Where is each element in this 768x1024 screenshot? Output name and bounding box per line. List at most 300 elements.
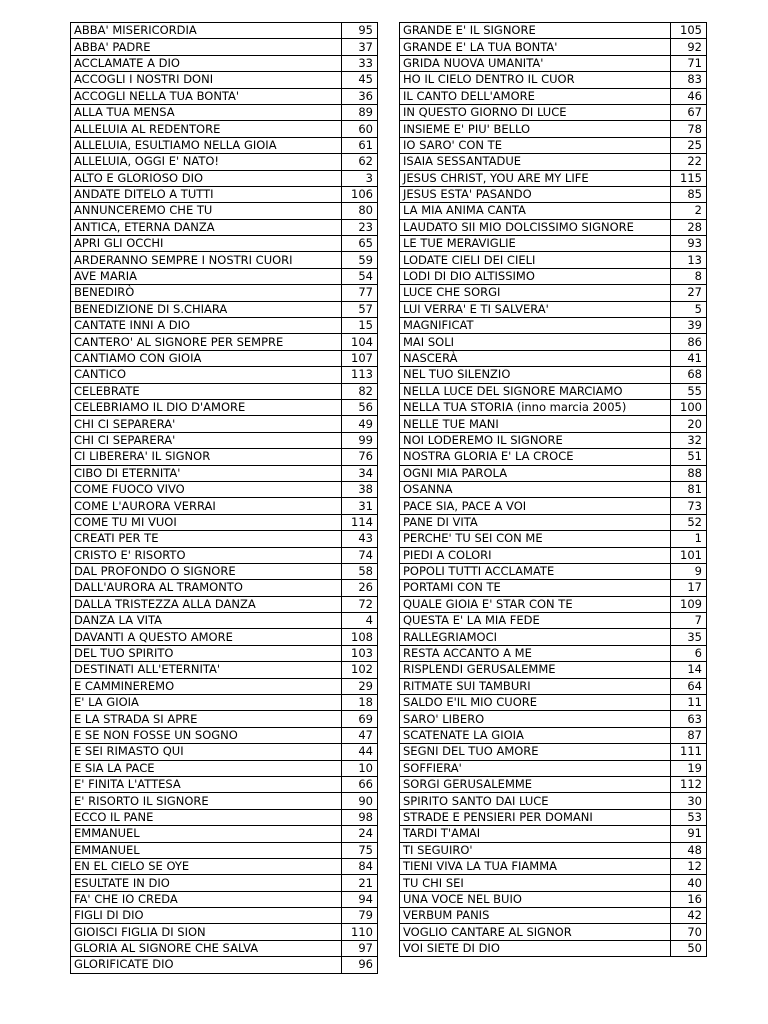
song-number: 101 <box>671 547 707 563</box>
song-row <box>71 334 378 350</box>
song-title: DALLA TRISTEZZA ALLA DANZA <box>71 596 342 612</box>
song-number: 100 <box>671 399 707 415</box>
song-number: 99 <box>342 432 378 448</box>
song-row <box>400 678 707 694</box>
song-number: 94 <box>342 891 378 907</box>
song-row <box>400 88 707 104</box>
song-number: 2 <box>671 203 707 219</box>
song-number: 7 <box>671 613 707 629</box>
song-row <box>71 891 378 907</box>
song-row <box>400 170 707 186</box>
song-number: 115 <box>671 170 707 186</box>
song-number: 81 <box>671 481 707 497</box>
song-row <box>71 236 378 252</box>
song-title: DEL TUO SPIRITO <box>71 645 342 661</box>
song-title: DALL'AURORA AL TRAMONTO <box>71 580 342 596</box>
song-title: CANTERO' AL SIGNORE PER SEMPRE <box>71 334 342 350</box>
song-row <box>71 137 378 153</box>
song-row <box>71 858 378 874</box>
song-row <box>71 170 378 186</box>
song-row <box>71 793 378 809</box>
song-title: NELLA TUA STORIA (inno marcia 2005) <box>400 399 671 415</box>
song-row <box>400 695 707 711</box>
song-row <box>400 268 707 284</box>
song-row <box>71 498 378 514</box>
song-row <box>71 842 378 858</box>
song-number: 77 <box>342 285 378 301</box>
song-row <box>71 645 378 661</box>
song-row <box>400 498 707 514</box>
song-title: UNA VOCE NEL BUIO <box>400 891 671 907</box>
song-row <box>71 39 378 55</box>
song-number: 88 <box>671 465 707 481</box>
song-row <box>400 596 707 612</box>
song-title: GRANDE E' IL SIGNORE <box>400 23 671 39</box>
song-row <box>71 367 378 383</box>
song-number: 82 <box>342 383 378 399</box>
song-number: 107 <box>342 350 378 366</box>
song-title: E' RISORTO IL SIGNORE <box>71 793 342 809</box>
song-row <box>71 186 378 202</box>
song-row <box>400 481 707 497</box>
song-row <box>400 465 707 481</box>
song-index-body-left <box>71 23 378 974</box>
song-title: RISPLENDI GERUSALEMME <box>400 662 671 678</box>
song-number: 1 <box>671 531 707 547</box>
song-number: 37 <box>342 39 378 55</box>
song-title: CELEBRIAMO IL DIO D'AMORE <box>71 399 342 415</box>
song-title: LODI DI DIO ALTISSIMO <box>400 268 671 284</box>
song-row <box>71 776 378 792</box>
song-number: 109 <box>671 596 707 612</box>
song-number: 111 <box>671 744 707 760</box>
song-number: 48 <box>671 842 707 858</box>
song-number: 29 <box>342 678 378 694</box>
song-number: 34 <box>342 465 378 481</box>
song-number: 31 <box>342 498 378 514</box>
song-row <box>400 875 707 891</box>
song-title: LODATE CIELI DEI CIELI <box>400 252 671 268</box>
song-title: CREATI PER TE <box>71 531 342 547</box>
song-title: EMMANUEL <box>71 826 342 842</box>
song-number: 57 <box>342 301 378 317</box>
song-number: 16 <box>671 891 707 907</box>
song-number: 4 <box>342 613 378 629</box>
song-title: ALLELUIA AL REDENTORE <box>71 121 342 137</box>
song-number: 96 <box>342 957 378 973</box>
song-number: 73 <box>671 498 707 514</box>
song-row <box>400 645 707 661</box>
song-number: 13 <box>671 252 707 268</box>
song-row <box>71 432 378 448</box>
song-number: 112 <box>671 776 707 792</box>
song-title: CI LIBERERA' IL SIGNOR <box>71 449 342 465</box>
song-title: E SIA LA PACE <box>71 760 342 776</box>
song-number: 25 <box>671 137 707 153</box>
song-title: SALDO E'IL MIO CUORE <box>400 695 671 711</box>
song-number: 103 <box>342 645 378 661</box>
song-title: ALTO E GLORIOSO DIO <box>71 170 342 186</box>
song-row <box>71 695 378 711</box>
song-title: DESTINATI ALL'ETERNITA' <box>71 662 342 678</box>
song-number: 78 <box>671 121 707 137</box>
song-row <box>71 318 378 334</box>
song-row <box>71 744 378 760</box>
song-title: LAUDATO SII MIO DOLCISSIMO SIGNORE <box>400 219 671 235</box>
song-number: 61 <box>342 137 378 153</box>
song-row <box>400 104 707 120</box>
song-number: 41 <box>671 350 707 366</box>
song-row <box>71 72 378 88</box>
song-title: VOI SIETE DI DIO <box>400 940 671 956</box>
song-title: E' FINITA L'ATTESA <box>71 776 342 792</box>
song-row <box>400 793 707 809</box>
song-number: 3 <box>342 170 378 186</box>
song-row <box>400 760 707 776</box>
song-row <box>71 465 378 481</box>
song-row <box>71 957 378 973</box>
song-number: 9 <box>671 563 707 579</box>
song-number: 47 <box>342 727 378 743</box>
song-number: 10 <box>342 760 378 776</box>
song-title: NELLE TUE MANI <box>400 416 671 432</box>
song-title: ALLELUIA, OGGI E' NATO! <box>71 154 342 170</box>
song-title: JESUS ESTA' PASANDO <box>400 186 671 202</box>
song-row <box>400 23 707 39</box>
song-title: ANDATE DITELO A TUTTI <box>71 186 342 202</box>
song-number: 18 <box>342 695 378 711</box>
song-number: 50 <box>671 940 707 956</box>
song-row <box>400 318 707 334</box>
song-number: 62 <box>342 154 378 170</box>
song-number: 6 <box>671 645 707 661</box>
song-title: NEL TUO SILENZIO <box>400 367 671 383</box>
song-number: 72 <box>342 596 378 612</box>
song-row <box>71 104 378 120</box>
song-number: 65 <box>342 236 378 252</box>
song-title: PIEDI A COLORI <box>400 547 671 563</box>
song-number: 92 <box>671 39 707 55</box>
song-number: 11 <box>671 695 707 711</box>
song-title: CIBO DI ETERNITA' <box>71 465 342 481</box>
song-index-table-right <box>399 22 707 957</box>
song-title: VERBUM PANIS <box>400 908 671 924</box>
song-title: PERCHE' TU SEI CON ME <box>400 531 671 547</box>
song-row <box>400 514 707 530</box>
song-row <box>400 383 707 399</box>
song-title: INSIEME E' PIU' BELLO <box>400 121 671 137</box>
song-row <box>71 875 378 891</box>
song-number: 26 <box>342 580 378 596</box>
song-number: 17 <box>671 580 707 596</box>
song-row <box>71 727 378 743</box>
song-title: ALLELUIA, ESULTIAMO NELLA GIOIA <box>71 137 342 153</box>
song-title: ACCOGLI NELLA TUA BONTA' <box>71 88 342 104</box>
song-row <box>400 399 707 415</box>
song-row <box>400 826 707 842</box>
song-title: BENEDIRÒ <box>71 285 342 301</box>
song-title: NASCERÀ <box>400 350 671 366</box>
song-number: 24 <box>342 826 378 842</box>
song-number: 67 <box>671 104 707 120</box>
song-number: 23 <box>342 219 378 235</box>
song-row <box>71 629 378 645</box>
song-number: 66 <box>342 776 378 792</box>
song-title: SORGI GERUSALEMME <box>400 776 671 792</box>
song-title: SPIRITO SANTO DAI LUCE <box>400 793 671 809</box>
song-title: PACE SIA, PACE A VOI <box>400 498 671 514</box>
song-number: 21 <box>342 875 378 891</box>
song-title: PORTAMI CON TE <box>400 580 671 596</box>
song-title: PANE DI VITA <box>400 514 671 530</box>
song-title: ABBA' PADRE <box>71 39 342 55</box>
song-row <box>400 252 707 268</box>
song-index-body-right <box>400 23 707 957</box>
song-number: 83 <box>671 72 707 88</box>
song-number: 85 <box>671 186 707 202</box>
song-row <box>400 629 707 645</box>
song-title: IN QUESTO GIORNO DI LUCE <box>400 104 671 120</box>
song-number: 95 <box>342 23 378 39</box>
song-title: QUALE GIOIA E' STAR CON TE <box>400 596 671 612</box>
song-title: E SEI RIMASTO QUI <box>71 744 342 760</box>
song-row <box>400 186 707 202</box>
song-number: 75 <box>342 842 378 858</box>
song-title: IO SARO' CON TE <box>400 137 671 153</box>
song-row <box>71 23 378 39</box>
song-number: 35 <box>671 629 707 645</box>
song-row <box>400 154 707 170</box>
song-number: 91 <box>671 826 707 842</box>
song-row <box>71 514 378 530</box>
song-row <box>400 744 707 760</box>
song-title: SCATENATE LA GIOIA <box>400 727 671 743</box>
song-number: 60 <box>342 121 378 137</box>
song-number: 76 <box>342 449 378 465</box>
song-title: ALLA TUA MENSA <box>71 104 342 120</box>
song-row <box>400 908 707 924</box>
song-title: SEGNI DEL TUO AMORE <box>400 744 671 760</box>
song-number: 79 <box>342 908 378 924</box>
song-title: STRADE E PENSIERI PER DOMANI <box>400 809 671 825</box>
song-title: IL CANTO DELL'AMORE <box>400 88 671 104</box>
song-title: CRISTO E' RISORTO <box>71 547 342 563</box>
song-title: LA MIA ANIMA CANTA <box>400 203 671 219</box>
song-title: TU CHI SEI <box>400 875 671 891</box>
song-number: 108 <box>342 629 378 645</box>
song-title: DANZA LA VITA <box>71 613 342 629</box>
song-row <box>400 449 707 465</box>
song-row <box>400 55 707 71</box>
song-title: NOI LODEREMO IL SIGNORE <box>400 432 671 448</box>
song-title: BENEDIZIONE DI S.CHIARA <box>71 301 342 317</box>
song-number: 19 <box>671 760 707 776</box>
song-title: VOGLIO CANTARE AL SIGNOR <box>400 924 671 940</box>
song-number: 20 <box>671 416 707 432</box>
song-title: ECCO IL PANE <box>71 809 342 825</box>
song-row <box>71 121 378 137</box>
song-number: 32 <box>671 432 707 448</box>
song-title: FA' CHE IO CREDA <box>71 891 342 907</box>
song-title: E CAMMINEREMO <box>71 678 342 694</box>
song-title: GLORIFICATE DIO <box>71 957 342 973</box>
song-number: 68 <box>671 367 707 383</box>
song-title: TARDI T'AMAI <box>400 826 671 842</box>
song-row <box>400 940 707 956</box>
song-number: 30 <box>671 793 707 809</box>
song-title: CHI CI SEPARERA' <box>71 432 342 448</box>
song-number: 27 <box>671 285 707 301</box>
song-number: 104 <box>342 334 378 350</box>
song-row <box>400 613 707 629</box>
song-row <box>71 908 378 924</box>
song-number: 90 <box>342 793 378 809</box>
song-number: 84 <box>342 858 378 874</box>
song-title: AVE MARIA <box>71 268 342 284</box>
song-row <box>71 383 378 399</box>
song-row <box>400 367 707 383</box>
song-title: E' LA GIOIA <box>71 695 342 711</box>
song-row <box>400 334 707 350</box>
song-title: MAGNIFICAT <box>400 318 671 334</box>
song-row <box>400 531 707 547</box>
song-row <box>71 449 378 465</box>
song-number: 87 <box>671 727 707 743</box>
song-title: JESUS CHRIST, YOU ARE MY LIFE <box>400 170 671 186</box>
song-number: 14 <box>671 662 707 678</box>
song-title: LE TUE MERAVIGLIE <box>400 236 671 252</box>
song-title: FIGLI DI DIO <box>71 908 342 924</box>
song-row <box>400 858 707 874</box>
song-row <box>400 416 707 432</box>
song-number: 52 <box>671 514 707 530</box>
song-row <box>400 301 707 317</box>
song-title: DAL PROFONDO O SIGNORE <box>71 563 342 579</box>
song-number: 46 <box>671 88 707 104</box>
song-number: 106 <box>342 186 378 202</box>
song-number: 15 <box>342 318 378 334</box>
song-row <box>400 121 707 137</box>
song-number: 58 <box>342 563 378 579</box>
song-row <box>400 236 707 252</box>
song-row <box>71 531 378 547</box>
song-number: 28 <box>671 219 707 235</box>
song-number: 45 <box>342 72 378 88</box>
song-row <box>71 301 378 317</box>
song-title: GLORIA AL SIGNORE CHE SALVA <box>71 940 342 956</box>
song-number: 71 <box>671 55 707 71</box>
song-number: 98 <box>342 809 378 825</box>
song-title: ARDERANNO SEMPRE I NOSTRI CUORI <box>71 252 342 268</box>
song-row <box>400 350 707 366</box>
song-number: 22 <box>671 154 707 170</box>
song-title: POPOLI TUTTI ACCLAMATE <box>400 563 671 579</box>
song-number: 44 <box>342 744 378 760</box>
song-number: 70 <box>671 924 707 940</box>
song-number: 39 <box>671 318 707 334</box>
song-title: ACCLAMATE A DIO <box>71 55 342 71</box>
song-row <box>71 760 378 776</box>
song-number: 42 <box>671 908 707 924</box>
song-title: COME FUOCO VIVO <box>71 481 342 497</box>
song-title: RALLEGRIAMOCI <box>400 629 671 645</box>
song-title: NELLA LUCE DEL SIGNORE MARCIAMO <box>400 383 671 399</box>
song-title: APRI GLI OCCHI <box>71 236 342 252</box>
song-title: EMMANUEL <box>71 842 342 858</box>
song-title: MAI SOLI <box>400 334 671 350</box>
song-row <box>400 842 707 858</box>
song-number: 38 <box>342 481 378 497</box>
song-row <box>71 924 378 940</box>
song-title: GRIDA NUOVA UMANITA' <box>400 55 671 71</box>
song-row <box>400 203 707 219</box>
song-title: TI SEGUIRO' <box>400 842 671 858</box>
song-number: 51 <box>671 449 707 465</box>
song-title: E SE NON FOSSE UN SOGNO <box>71 727 342 743</box>
song-row <box>400 432 707 448</box>
song-title: E LA STRADA SI APRE <box>71 711 342 727</box>
song-row <box>400 891 707 907</box>
song-title: OGNI MIA PAROLA <box>400 465 671 481</box>
song-row <box>400 662 707 678</box>
song-number: 97 <box>342 940 378 956</box>
song-number: 105 <box>671 23 707 39</box>
song-title: GIOISCI FIGLIA DI SION <box>71 924 342 940</box>
song-row <box>71 252 378 268</box>
song-row <box>400 137 707 153</box>
song-row <box>400 39 707 55</box>
song-title: CANTICO <box>71 367 342 383</box>
song-title: ANNUNCEREMO CHE TU <box>71 203 342 219</box>
song-number: 69 <box>342 711 378 727</box>
song-title: DAVANTI A QUESTO AMORE <box>71 629 342 645</box>
song-row <box>400 580 707 596</box>
song-title: GRANDE E' LA TUA BONTA' <box>400 39 671 55</box>
song-title: CANTATE INNI A DIO <box>71 318 342 334</box>
song-number: 33 <box>342 55 378 71</box>
song-row <box>71 399 378 415</box>
song-row <box>400 776 707 792</box>
song-number: 89 <box>342 104 378 120</box>
song-title: ISAIA SESSANTADUE <box>400 154 671 170</box>
song-title: RESTA ACCANTO A ME <box>400 645 671 661</box>
song-row <box>71 563 378 579</box>
song-row <box>71 547 378 563</box>
song-title: SOFFIERA' <box>400 760 671 776</box>
song-number: 54 <box>342 268 378 284</box>
song-row <box>71 154 378 170</box>
song-number: 113 <box>342 367 378 383</box>
song-row <box>71 596 378 612</box>
song-row <box>71 203 378 219</box>
song-number: 36 <box>342 88 378 104</box>
song-number: 12 <box>671 858 707 874</box>
song-number: 43 <box>342 531 378 547</box>
song-row <box>400 219 707 235</box>
song-number: 93 <box>671 236 707 252</box>
song-row <box>71 711 378 727</box>
song-row <box>71 481 378 497</box>
song-row <box>400 72 707 88</box>
song-number: 53 <box>671 809 707 825</box>
song-row <box>71 88 378 104</box>
song-row <box>71 613 378 629</box>
song-number: 63 <box>671 711 707 727</box>
song-title: CANTIAMO CON GIOIA <box>71 350 342 366</box>
song-row <box>71 219 378 235</box>
song-number: 80 <box>342 203 378 219</box>
song-title: COME L'AURORA VERRAI <box>71 498 342 514</box>
